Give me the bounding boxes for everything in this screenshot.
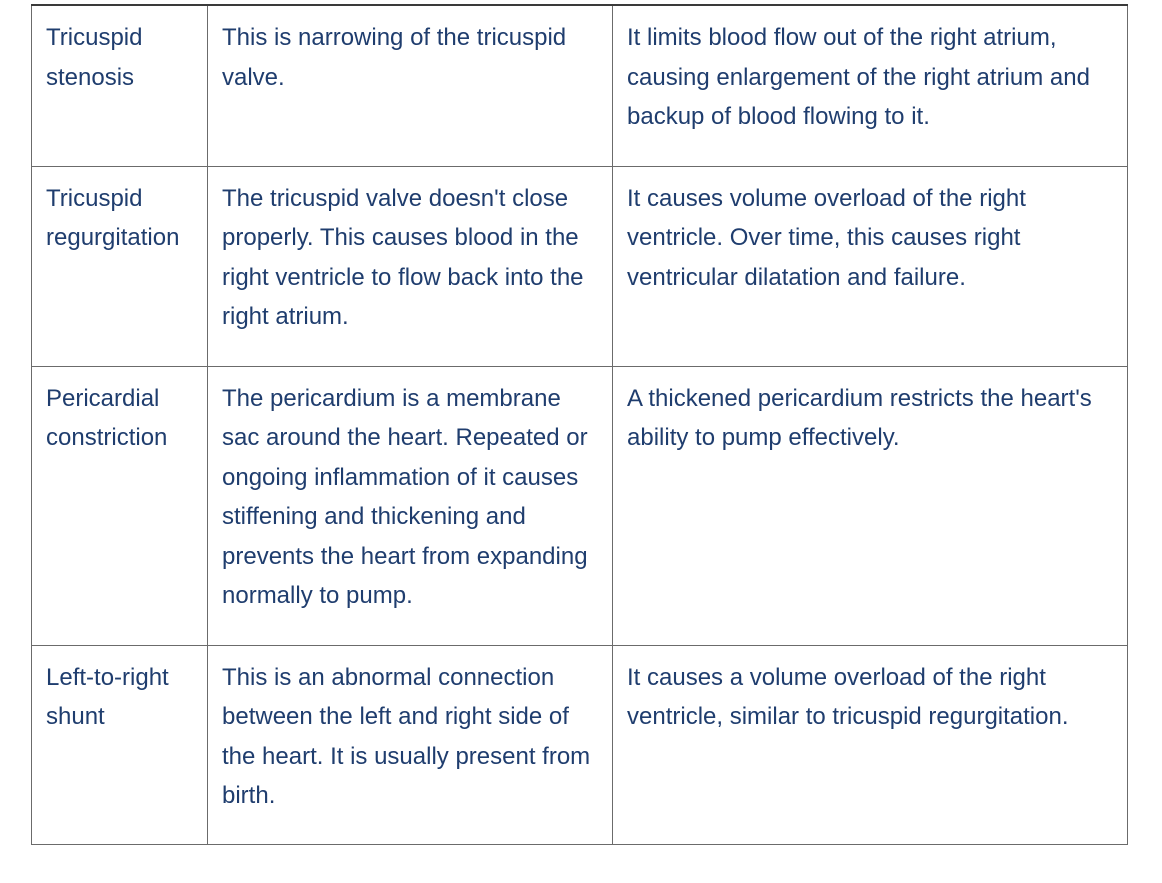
conditions-table bbox=[31, 4, 1128, 845]
condition-cell: Left-to-right shunt bbox=[32, 645, 208, 844]
description-cell: The pericardium is a membrane sac around the heart. Repeated or ongoing inflammation of it causes stiffening and thickening and prevents the heart from expanding normally to pump. bbox=[208, 366, 613, 645]
description-cell: This is narrowing of the tricuspid valve. bbox=[208, 5, 613, 166]
table-row bbox=[32, 366, 1128, 645]
description-cell: This is an abnormal connection between the left and right side of the heart. It is usually present from birth. bbox=[208, 645, 613, 844]
effect-cell: It limits blood flow out of the right atrium, causing enlargement of the right atrium and backup of blood flowing to it. bbox=[613, 5, 1128, 166]
effect-cell: A thickened pericardium restricts the heart's ability to pump effectively. bbox=[613, 366, 1128, 645]
condition-cell: Tricuspid stenosis bbox=[32, 5, 208, 166]
table-row bbox=[32, 645, 1128, 844]
conditions-table-container bbox=[31, 4, 1127, 845]
description-cell: The tricuspid valve doesn't close properly. This causes blood in the right ventricle to flow back into the right atrium. bbox=[208, 166, 613, 366]
table-row bbox=[32, 5, 1128, 166]
condition-cell: Tricuspid regurgitation bbox=[32, 166, 208, 366]
effect-cell: It causes volume overload of the right ventricle. Over time, this causes right ventricular dilatation and failure. bbox=[613, 166, 1128, 366]
condition-cell: Pericardial constriction bbox=[32, 366, 208, 645]
effect-cell: It causes a volume overload of the right ventricle, similar to tricuspid regurgitation. bbox=[613, 645, 1128, 844]
table-row bbox=[32, 166, 1128, 366]
